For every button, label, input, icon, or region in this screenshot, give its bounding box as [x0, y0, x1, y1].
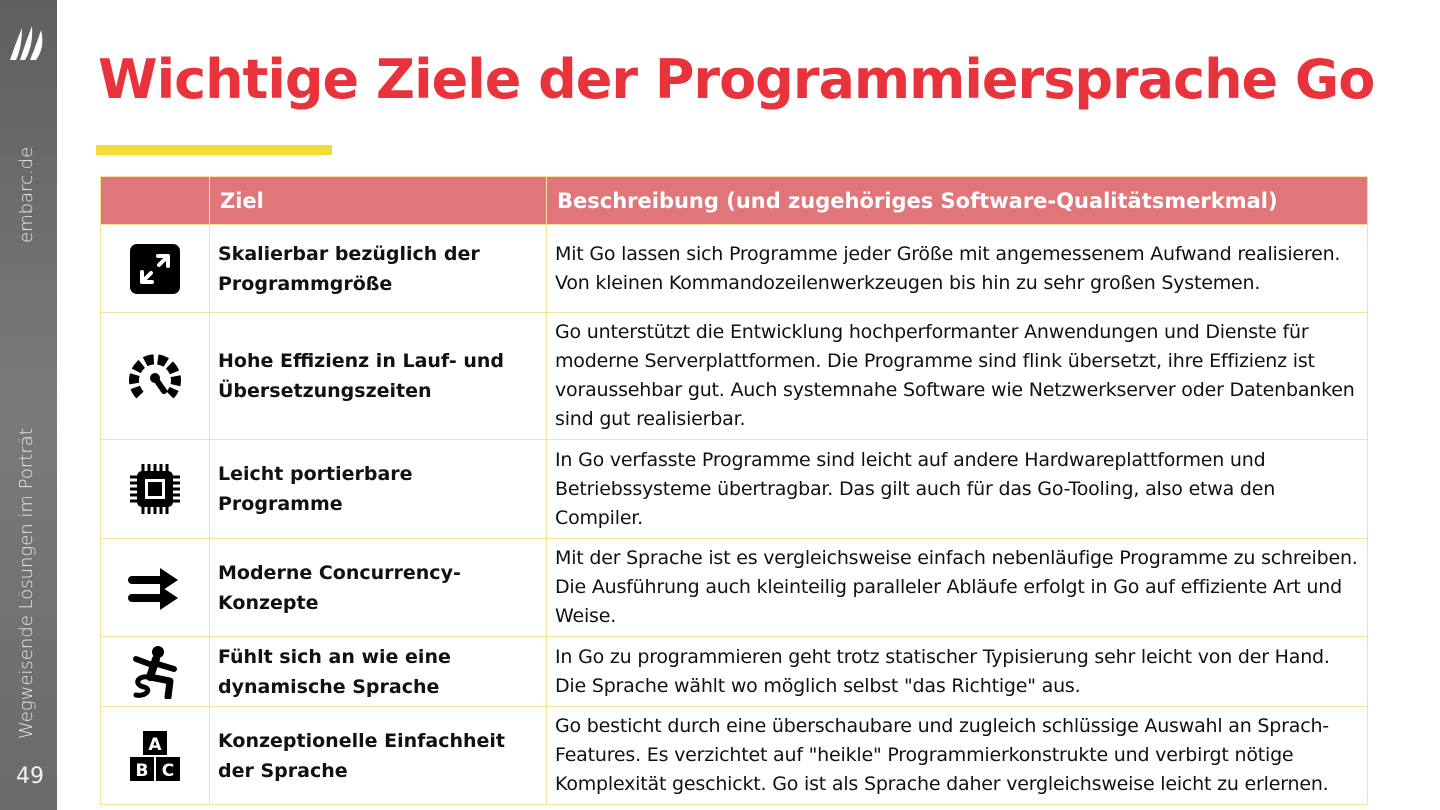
goal-cell: Konzeptionelle Einfachheit der Sprache [210, 707, 547, 805]
header-icon-column [101, 177, 210, 225]
icon-cell [101, 313, 210, 440]
goals-table [100, 176, 1368, 805]
goal-cell: Skalierbar bezüglich der Programmgröße [210, 225, 547, 313]
table-row [101, 637, 1368, 707]
company-url: embarc.de [16, 146, 37, 243]
icon-cell [101, 440, 210, 539]
description-cell: In Go verfasste Programme sind leicht auf andere Hardwareplattformen und Betriebssysteme übertragbar. Das gilt auch für das Go-Tooling, also etwa den Compiler. [547, 440, 1368, 539]
header-description: Beschreibung (und zugehöriges Software-Qualitätsmerkmal) [547, 177, 1368, 225]
goal-cell: Moderne Concurrency-Konzepte [210, 539, 547, 637]
parallel-arrows-icon [128, 561, 182, 615]
speedometer-icon [128, 349, 182, 403]
table-row [101, 440, 1368, 539]
header-goal: Ziel [210, 177, 547, 225]
icon-cell [101, 225, 210, 313]
svg-text:A: A [148, 734, 162, 755]
icon-cell [101, 539, 210, 637]
svg-text:B: B [135, 760, 149, 781]
table-row [101, 539, 1368, 637]
sail-logo-icon [8, 24, 48, 64]
expand-icon [128, 242, 182, 296]
description-cell: Go unterstützt die Entwicklung hochperformanter Anwendungen und Dienste für moderne Serverplattformen. Die Programme sind flink übersetzt, ihre Effizienz ist voraussehbar gut. Auch systemnahe Software wie Netzwerkserver oder Datenbanken sind gut realisierbar. [547, 313, 1368, 440]
dancing-person-icon [128, 645, 182, 699]
page-number: 49 [16, 764, 44, 789]
description-cell: Mit Go lassen sich Programme jeder Größe mit angemessenem Aufwand realisieren. Von kleinen Kommandozeilenwerkzeugen bis hin zu sehr großen Systemen. [547, 225, 1368, 313]
description-cell: In Go zu programmieren geht trotz statischer Typisierung sehr leicht von der Hand. Die Sprache wählt wo möglich selbst "das Richtige" aus. [547, 637, 1368, 707]
table-row [101, 313, 1368, 440]
icon-cell [101, 707, 210, 805]
description-cell: Go besticht durch eine überschaubare und zugleich schlüssige Auswahl an Sprach-Features. Es verzichtet auf "heikle" Programmierkonstrukte und verbirgt nötige Komplexität geschickt. Go ist als Sprache daher vergleichsweise leicht zu erlernen. [547, 707, 1368, 805]
icon-cell [101, 637, 210, 707]
goal-cell: Hohe Effizienz in Lauf- und Übersetzungszeiten [210, 313, 547, 440]
goal-cell: Leicht portierbare Programme [210, 440, 547, 539]
table-row [101, 225, 1368, 313]
table-header-row [101, 177, 1368, 225]
microchip-icon [128, 462, 182, 516]
slide-title: Wichtige Ziele der Programmiersprache Go [98, 48, 1375, 111]
svg-text:C: C [161, 760, 175, 781]
abc-blocks-icon [128, 729, 182, 783]
goal-cell: Fühlt sich an wie eine dynamische Sprache [210, 637, 547, 707]
table-row [101, 707, 1368, 805]
title-underline [96, 145, 332, 155]
description-cell: Mit der Sprache ist es vergleichsweise einfach nebenläufige Programme zu schreiben. Die Ausführung auch kleinteilig paralleler Abläufe erfolgt in Go auf effiziente Art und Weise. [547, 539, 1368, 637]
company-slogan: Wegweisende Lösungen im Porträt [16, 428, 37, 739]
sidebar [0, 0, 57, 810]
